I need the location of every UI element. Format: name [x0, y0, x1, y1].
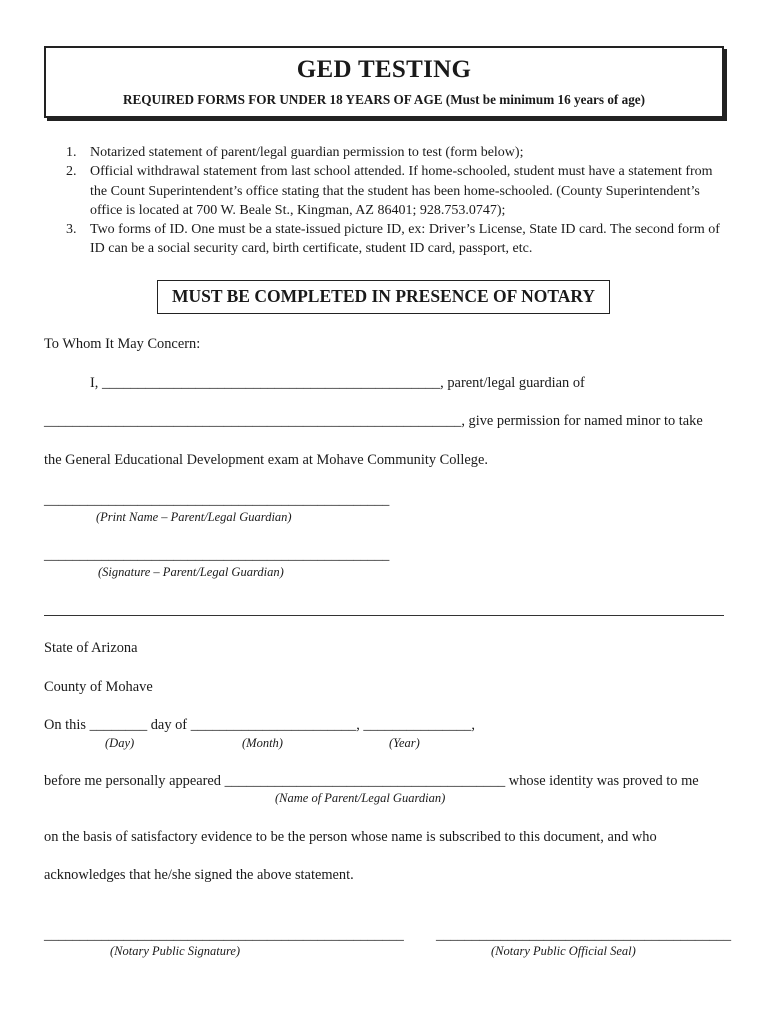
- appeared-line[interactable]: before me personally appeared _______________________________________ whose identity was proved to me: [44, 773, 699, 789]
- list-item-text: Notarized statement of parent/legal guardian permission to test (form below);: [90, 145, 524, 160]
- evidence-statement: on the basis of satisfactory evidence to be the person whose name is subscribed to this document, and who: [44, 829, 657, 845]
- notary-signature-field[interactable]: __________________________________________________: [44, 927, 404, 943]
- requirements-list: [66, 143, 726, 259]
- day-caption: (Day): [105, 736, 135, 750]
- appeared-caption: (Name of Parent/Legal Guardian): [275, 791, 446, 805]
- salutation: To Whom It May Concern:: [44, 336, 201, 352]
- print-name-field[interactable]: ________________________________________________: [44, 492, 390, 508]
- county-label: County of Mohave: [44, 679, 153, 695]
- section-divider: [44, 615, 724, 616]
- list-item-number: 1.: [66, 145, 77, 160]
- year-caption: (Year): [389, 736, 420, 750]
- notary-seal-field[interactable]: _________________________________________: [436, 927, 732, 943]
- guardian-signature-field[interactable]: ________________________________________________: [44, 547, 390, 563]
- list-item-text: Official withdrawal statement from last school attended. If home-schooled, student must have a statement from the Count Superintendent’s office stating that the student has been home-schooled. (County Superintendent’s office is located at 700 W. Beale St., Kingman, AZ 86401; 928.753.0747);: [90, 164, 713, 218]
- list-item-text: Two forms of ID. One must be a state-issued picture ID, ex: Driver’s License, State ID card. The second form of ID can be a social security card, birth certificate, student ID card, passport, etc.: [90, 222, 720, 257]
- permission-statement: the General Educational Development exam at Mohave Community College.: [44, 452, 488, 468]
- guardian-signature-caption: (Signature – Parent/Legal Guardian): [98, 565, 284, 579]
- page-subtitle: REQUIRED FORMS FOR UNDER 18 YEARS OF AGE (Must be minimum 16 years of age): [122, 92, 646, 107]
- state-label: State of Arizona: [44, 640, 138, 656]
- notary-signature-caption: (Notary Public Signature): [110, 944, 241, 958]
- notary-seal-caption: (Notary Public Official Seal): [491, 944, 636, 958]
- print-name-caption: (Print Name – Parent/Legal Guardian): [96, 510, 292, 524]
- list-item-number: 2.: [66, 164, 77, 180]
- page-title: GED TESTING: [296, 56, 472, 83]
- notary-banner: MUST BE COMPLETED IN PRESENCE OF NOTARY: [157, 280, 610, 314]
- list-item: [66, 220, 726, 259]
- header-box: [44, 46, 724, 118]
- list-item: [66, 143, 726, 162]
- month-caption: (Month): [242, 736, 283, 750]
- acknowledgement-statement: acknowledges that he/she signed the above statement.: [44, 867, 354, 883]
- list-item-number: 3.: [66, 222, 77, 238]
- minor-name-line[interactable]: __________________________________________________________, give permission for named minor to take: [44, 413, 703, 429]
- date-line[interactable]: On this ________ day of _______________________, _______________,: [44, 717, 475, 733]
- guardian-name-line[interactable]: I, _______________________________________________, parent/legal guardian of: [90, 375, 585, 391]
- list-item: [66, 162, 726, 220]
